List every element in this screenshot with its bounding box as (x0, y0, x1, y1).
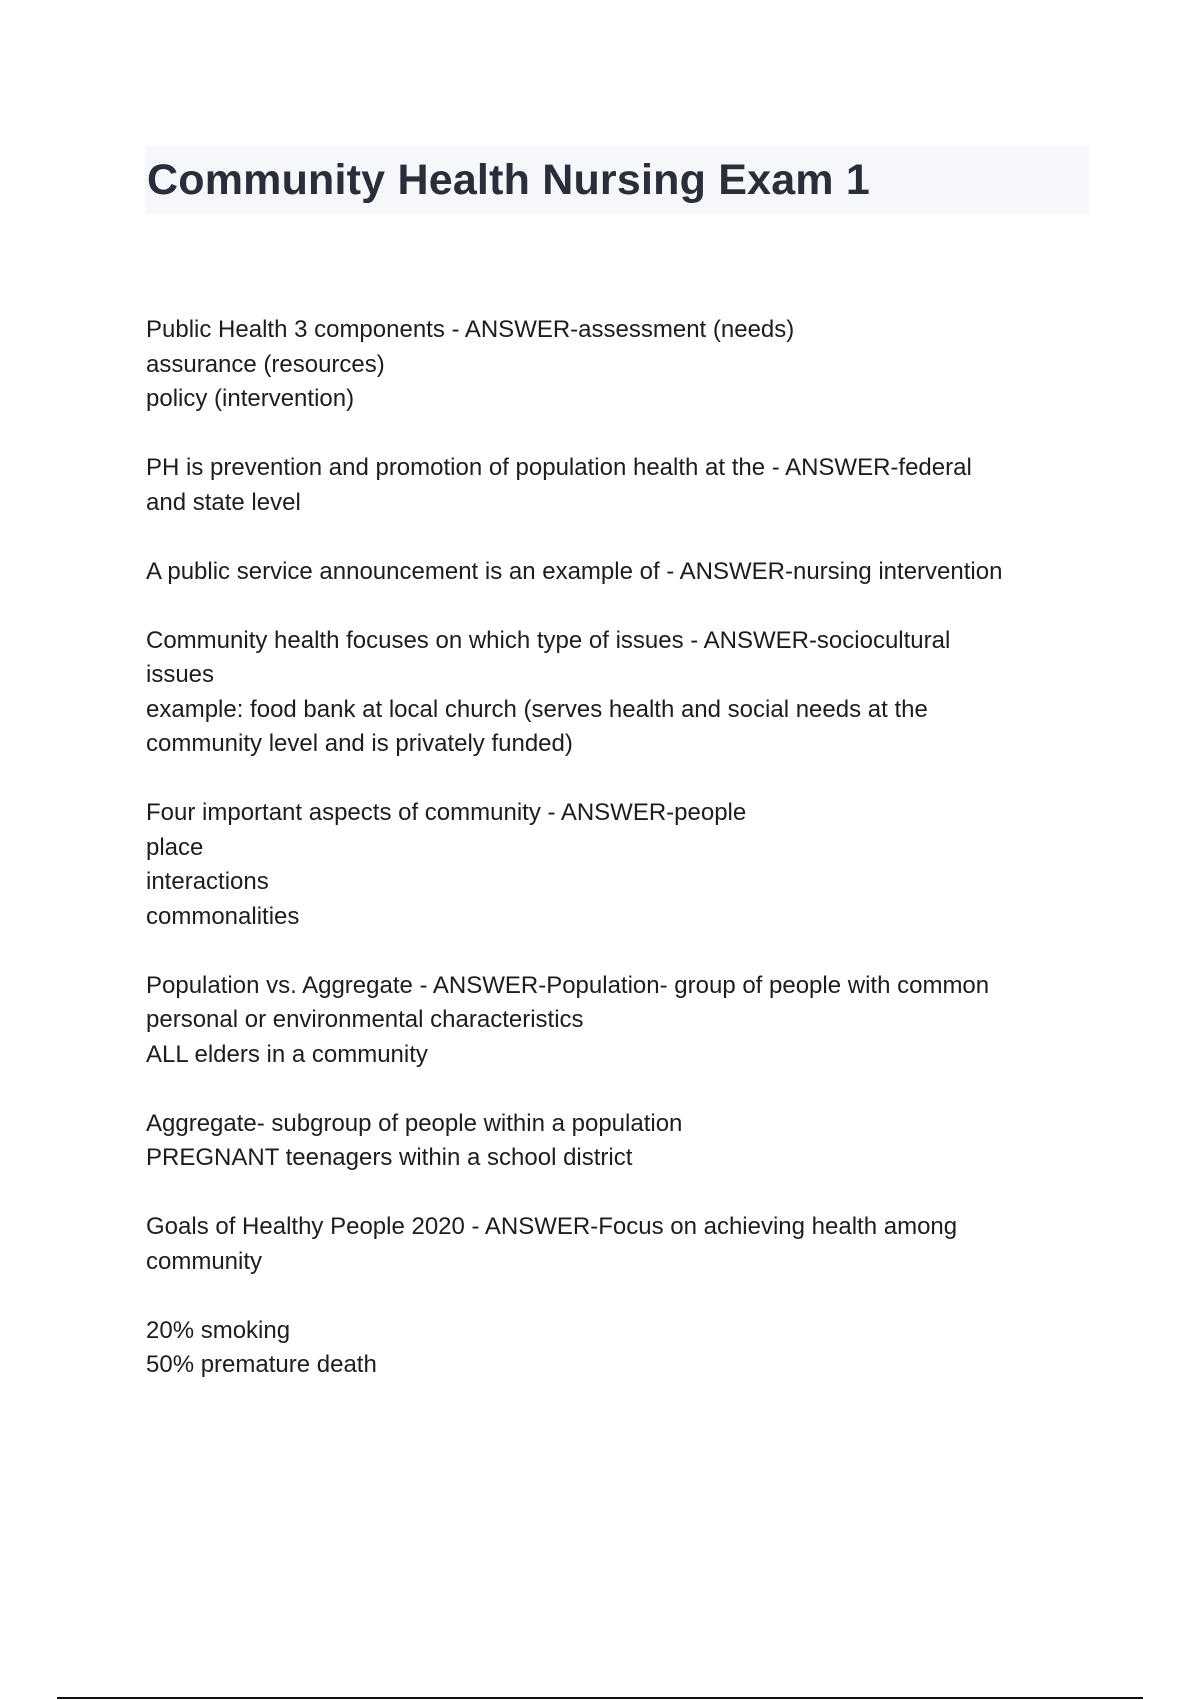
qa-block (146, 555, 1106, 590)
text-line: place (146, 833, 204, 861)
text-line: A public service announcement is an example of - ANSWER-nursing intervention (146, 557, 1003, 585)
qa-block (146, 796, 1106, 934)
text-line: community level and is privately funded) (146, 730, 573, 757)
text-line: Public Health 3 components - ANSWER-assessment (needs) (146, 316, 795, 343)
text-line: PREGNANT teenagers within a school district (146, 1144, 633, 1171)
title-banner (145, 146, 1089, 214)
text-line: personal or environmental characteristics (146, 1006, 584, 1033)
qa-block (146, 451, 1106, 520)
qa-block (146, 313, 1106, 417)
text-line: issues (146, 661, 215, 688)
text-line: Four important aspects of community - ANSWER-people (146, 799, 747, 826)
page-title: Community Health Nursing Exam 1 (147, 155, 871, 204)
text-line: Aggregate- subgroup of people within a population (146, 1109, 683, 1137)
text-line: assurance (resources) (146, 350, 385, 378)
qa-block (146, 1107, 1106, 1176)
text-line: and state level (146, 488, 301, 516)
qa-block (146, 969, 1106, 1073)
qa-block (146, 624, 1106, 762)
qa-block (146, 1314, 1106, 1383)
text-line: Goals of Healthy People 2020 - ANSWER-Focus on achieving health among (146, 1213, 958, 1240)
text-line: interactions (146, 868, 269, 895)
text-line: Population vs. Aggregate - ANSWER-Population- group of people with common (146, 971, 990, 999)
footer-divider (57, 1697, 1143, 1699)
text-line: community (146, 1247, 263, 1275)
text-line: PH is prevention and promotion of population health at the - ANSWER-federal (146, 454, 972, 481)
text-line: commonalities (146, 902, 300, 930)
text-line: Community health focuses on which type of issues - ANSWER-sociocultural (146, 626, 951, 654)
qa-block (146, 1210, 1106, 1279)
text-line: 20% smoking (146, 1316, 291, 1344)
text-line: 50% premature death (146, 1351, 377, 1378)
text-line: example: food bank at local church (serves health and social needs at the (146, 695, 928, 723)
text-line: ALL elders in a community (146, 1040, 428, 1068)
text-line: policy (intervention) (146, 385, 355, 412)
document-body (146, 313, 1106, 1417)
